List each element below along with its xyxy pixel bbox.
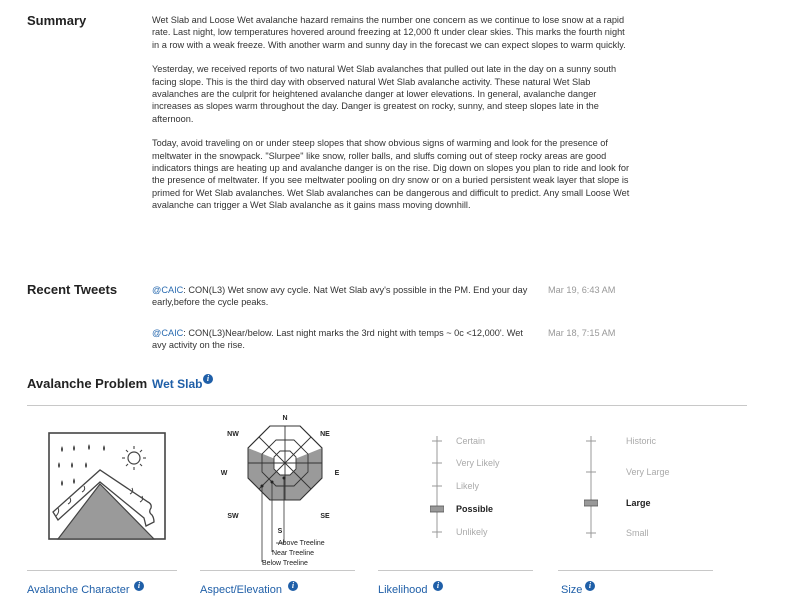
problem-divider — [27, 405, 747, 406]
aspect-label-w: W — [220, 470, 228, 477]
tweet-timestamp: Mar 19, 6:43 AM — [548, 285, 616, 295]
likelihood-level-selected: Possible — [456, 504, 494, 514]
summary-body — [152, 14, 634, 212]
wet-slab-link[interactable]: Wet Slab — [152, 377, 203, 391]
likelihood-label[interactable]: Likelihood — [378, 584, 428, 596]
info-icon[interactable]: i — [203, 374, 213, 384]
tweet-item — [152, 284, 537, 309]
tweet-text: : CON(L3)Near/below. Last night marks the 3rd night with temps ~ 0c <12,000'. Wet avy activity on the rise. — [152, 328, 523, 351]
summary-paragraph-1: Wet Slab and Loose Wet avalanche hazard remains the number one concern as we continue to lose snow at a rapid rate. Last night, low temperatures hovered around freezing at 12,000 ft under clear skies. This marks the fourth night in a row with a weak freeze. With another warm and sunny day in the forecast we can expect slopes to warm quickly. — [152, 15, 626, 50]
likelihood-level: Certain — [456, 436, 486, 446]
size-level: Very Large — [626, 467, 670, 477]
tweet-handle-link[interactable]: @CAIC — [152, 328, 184, 338]
likelihood-level: Very Likely — [456, 458, 500, 468]
avalanche-problem-heading: Avalanche Problem — [27, 376, 148, 391]
aspect-label-n: N — [282, 415, 288, 422]
summary-heading: Summary — [27, 13, 87, 28]
info-icon[interactable]: i — [585, 581, 595, 591]
tweet-text: : CON(L3) Wet snow avy cycle. Nat Wet Slab avy's possible in the PM. End your day early,before the cycle peaks. — [152, 285, 528, 308]
aspect-elevation-label[interactable]: Aspect/Elevation — [200, 584, 282, 596]
likelihood-level: Unlikely — [456, 527, 488, 537]
size-label[interactable]: Size — [561, 584, 583, 596]
aspect-label-se: SE — [320, 513, 330, 520]
likelihood-level: Likely — [456, 481, 480, 491]
avalanche-character-label[interactable]: Avalanche Character — [27, 584, 130, 596]
aspect-label-ne: NE — [320, 431, 330, 438]
likelihood-divider — [378, 570, 533, 571]
aspect-note-below: Below Treeline — [262, 560, 308, 567]
aspect-note-near: Near Treeline — [272, 550, 315, 557]
size-level-selected: Large — [626, 498, 651, 508]
character-divider — [27, 570, 177, 571]
likelihood-marker — [430, 506, 444, 512]
tweet-timestamp: Mar 18, 7:15 AM — [548, 328, 616, 338]
size-scale — [584, 434, 598, 544]
likelihood-scale — [430, 434, 444, 544]
wet-slab-character-icon — [48, 432, 166, 540]
info-icon[interactable]: i — [134, 581, 144, 591]
summary-paragraph-2: Yesterday, we received reports of two natural Wet Slab avalanches that pulled out late in the day on a sunny south facing slope. This is the third day with observed natural Wet Slab avalanche activity. These natural Wet Slab avalanches are the culprit for heightened avalanche danger at lower elevations. In general, avalanche danger increases as slopes warm throughout the day. Danger is greatest on rocky, sunny, and steep slopes late in the afternoon. — [152, 64, 617, 124]
tweet-handle-link[interactable]: @CAIC — [152, 285, 184, 295]
size-level: Historic — [626, 436, 657, 446]
size-level: Small — [626, 528, 649, 538]
size-marker — [584, 500, 598, 506]
aspect-label-s: S — [277, 528, 283, 535]
aspect-note-above: Above Treeline — [278, 540, 325, 547]
info-icon[interactable]: i — [288, 581, 298, 591]
aspect-elevation-rose — [220, 410, 350, 570]
info-icon[interactable]: i — [433, 581, 443, 591]
recent-tweets-heading: Recent Tweets — [27, 282, 118, 297]
aspect-divider — [200, 570, 355, 571]
aspect-label-nw: NW — [227, 431, 239, 438]
size-divider — [558, 570, 713, 571]
tweet-item — [152, 327, 537, 352]
aspect-label-e: E — [334, 470, 340, 477]
aspect-label-sw: SW — [227, 513, 239, 520]
summary-paragraph-3: Today, avoid traveling on or under steep slopes that show obvious signs of warming and look for the presence of meltwater in the snowpack. "Slurpee" like snow, roller balls, and sluffs coming out of steep rocky areas are good indicators things are heating up and avalanche danger is on the rise. Dig down on slopes you plan to ride and look for the presence of meltwater. If you see meltwater pooling on dry snow or on a buried persistent weak layer that slope is primed for Wet Slab avalanches. Wet Slab avalanches can be dangerous and difficult to predict. Any small Loose Wet avalanche can trigger a Wet Slab avalanche as it gains mass moving downhill. — [152, 138, 630, 211]
